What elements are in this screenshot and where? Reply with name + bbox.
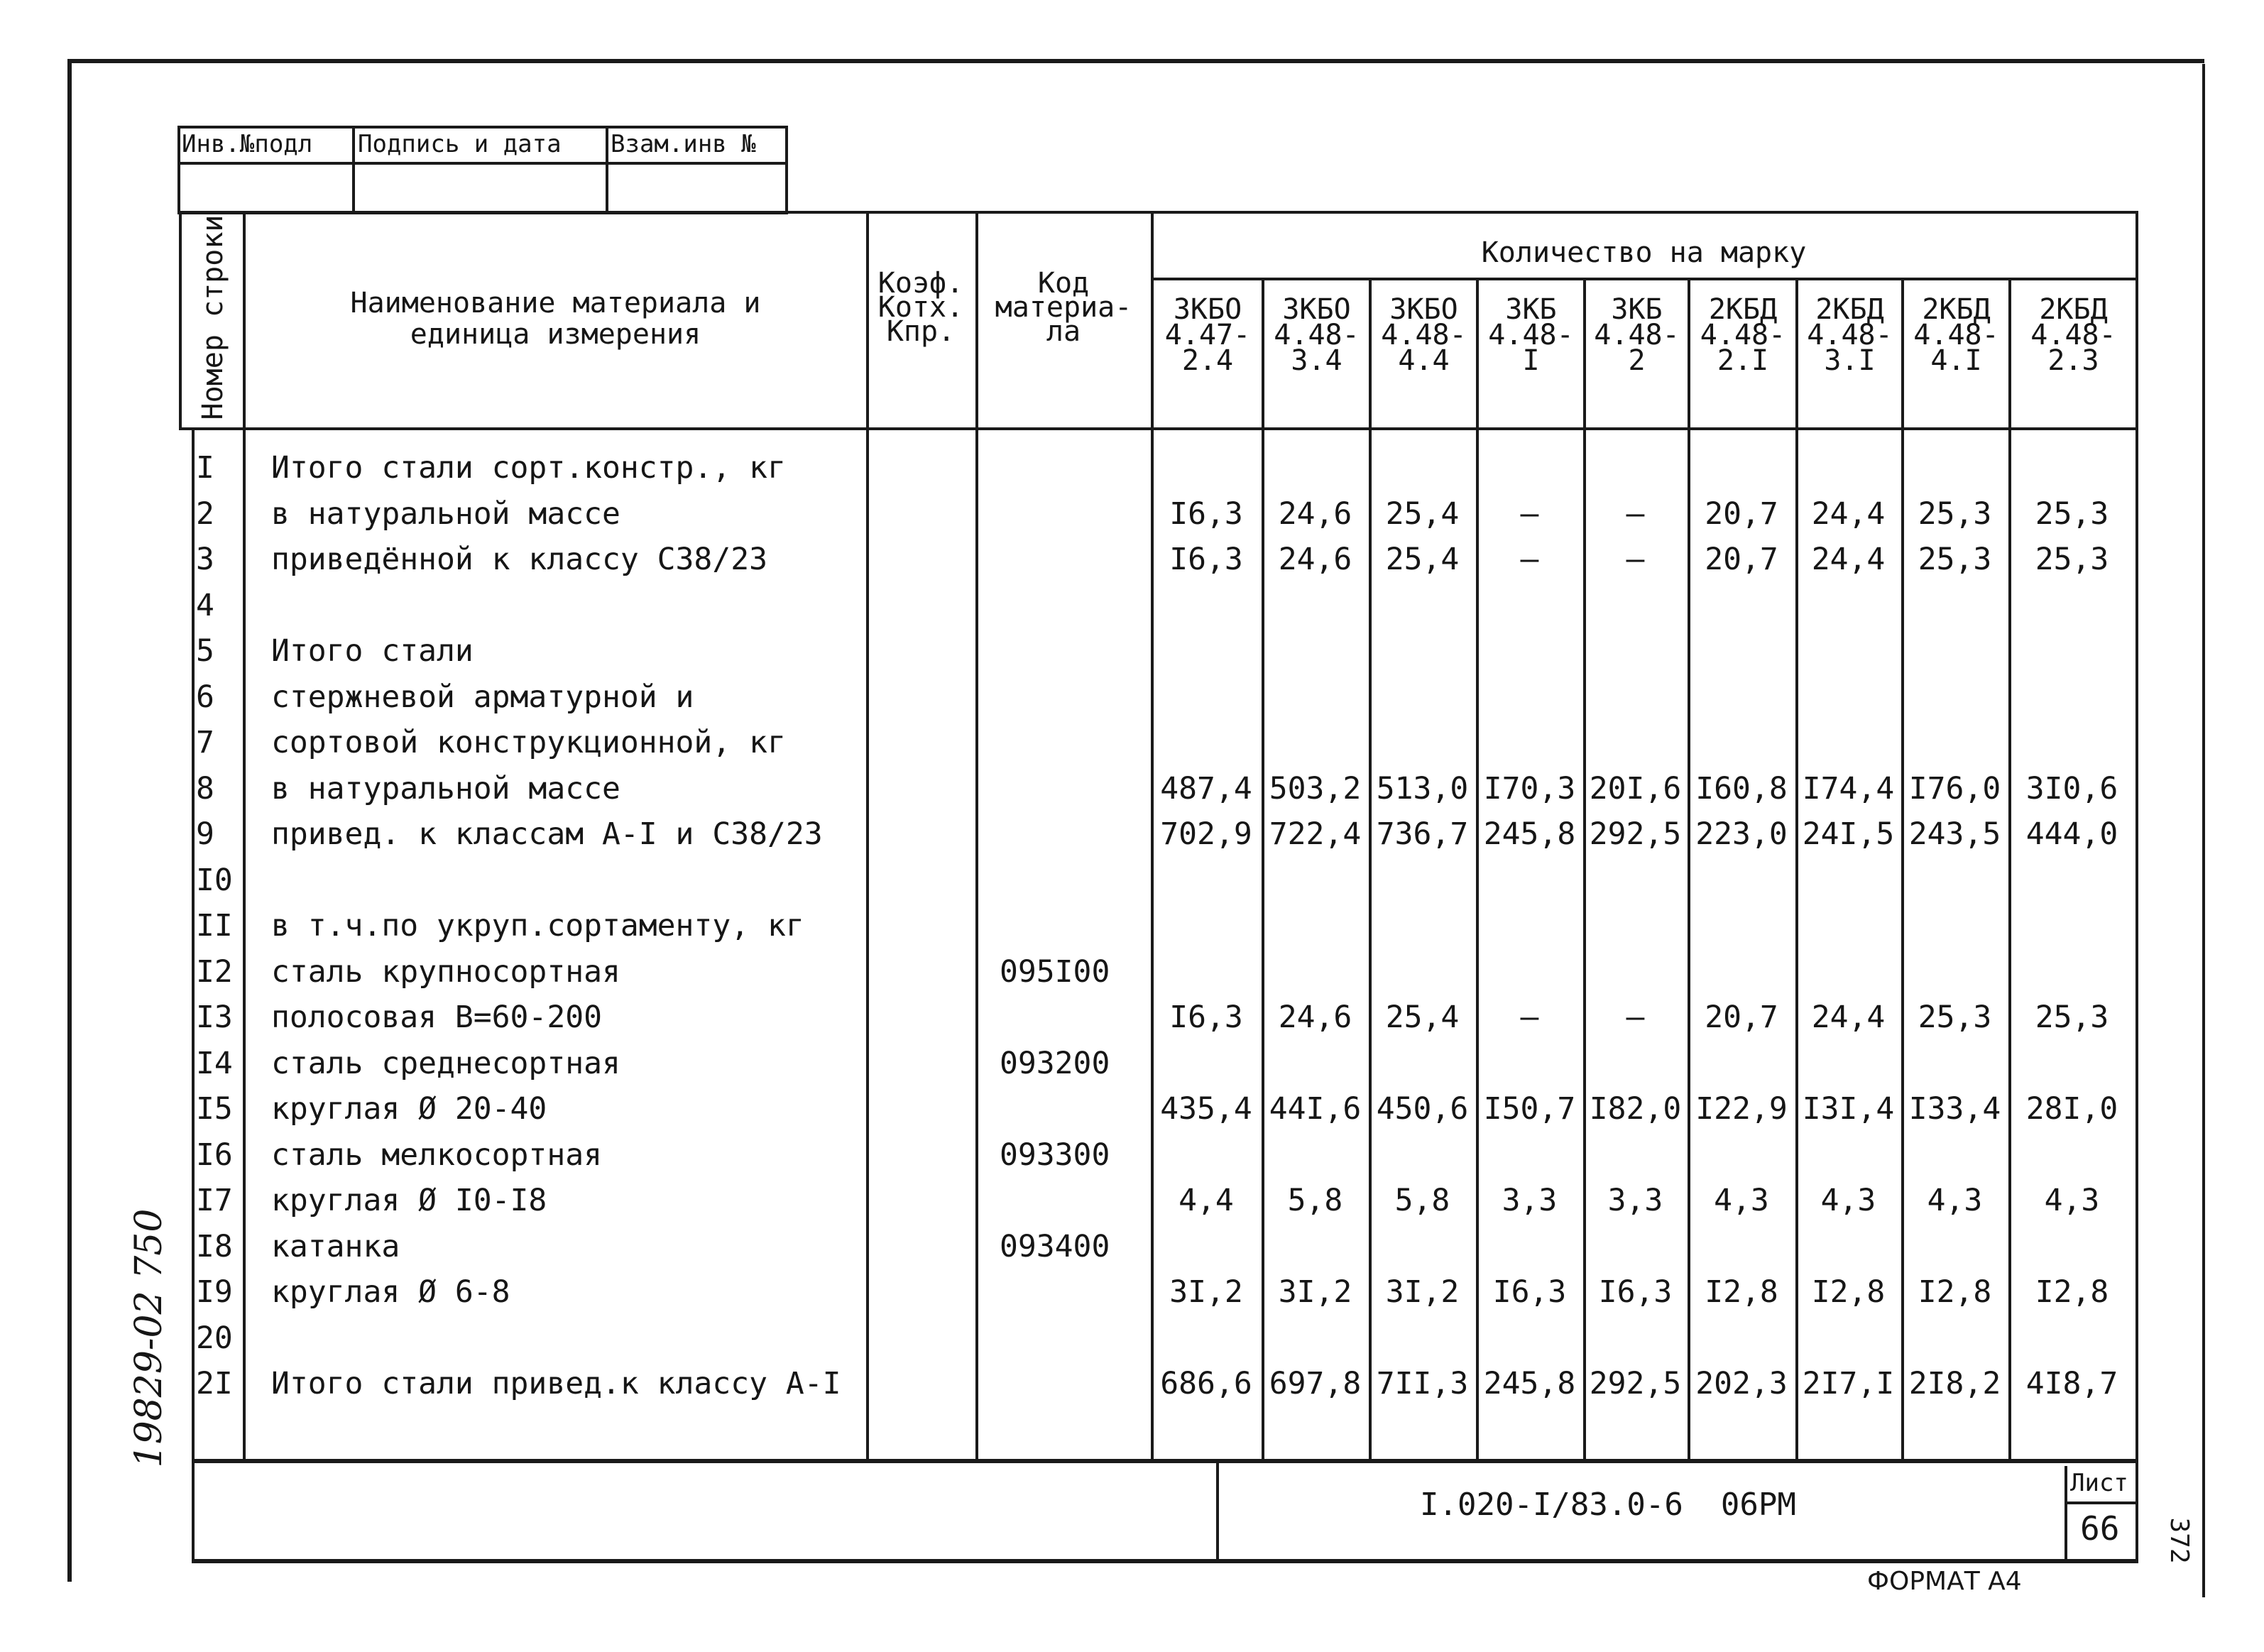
- stamp-inv-label: Инв.№подл: [182, 130, 313, 158]
- quantity-cell: 24,4: [1811, 542, 1886, 577]
- quantity-cell: 3I0,6: [2025, 771, 2118, 806]
- row-number: 2I: [196, 1366, 233, 1401]
- quantity-cell: 4,3: [1820, 1183, 1876, 1218]
- row-material-name: сортовой конструкционной, кг: [271, 725, 786, 760]
- quantity-cell: 435,4: [1160, 1091, 1252, 1127]
- column-header-2: 3КБО 4.48- 3.4: [1274, 293, 1360, 377]
- column-header-9: 2КБД 4.48- 2.3: [2030, 293, 2116, 377]
- row-number: 7: [196, 725, 214, 760]
- quantity-cell: 25,3: [2035, 496, 2109, 532]
- quantity-cell: 245,8: [1483, 1366, 1576, 1401]
- row-number: 5: [196, 633, 214, 669]
- quantity-cell: 450,6: [1376, 1091, 1469, 1127]
- row-material-name: сталь мелкосортная: [271, 1137, 602, 1173]
- row-number: 3: [196, 542, 214, 577]
- column-header-7: 2КБД 4.48- 3.I: [1807, 293, 1893, 377]
- quantity-cell: 24,6: [1278, 542, 1352, 577]
- quantity-cell: 4,4: [1179, 1183, 1234, 1218]
- row-material-name: Итого стали: [271, 633, 474, 669]
- quantity-cell: 24,4: [1811, 496, 1886, 532]
- quantity-cell: 292,5: [1589, 816, 1682, 852]
- row-material-name: Итого стали привед.к классу А-I: [271, 1366, 841, 1401]
- quantity-cell: 20,7: [1705, 496, 1778, 532]
- quantity-cell: 702,9: [1160, 816, 1252, 852]
- quantity-cell: I33,4: [1908, 1091, 2001, 1127]
- frame-left: [67, 59, 72, 1582]
- quantity-cell: 24,6: [1278, 1000, 1352, 1035]
- frame-right: [2202, 64, 2205, 1597]
- quantity-cell: –: [1520, 542, 1539, 577]
- quantity-cell: 25,3: [2035, 1000, 2109, 1035]
- column-header-4: 3КБ 4.48- I: [1488, 293, 1574, 377]
- header-quantity: Количество на марку: [1481, 236, 1807, 269]
- margin-handwritten-note: 19829-02 750: [128, 1208, 170, 1468]
- quantity-cell: –: [1626, 496, 1645, 532]
- quantity-cell: 25,3: [1918, 1000, 1992, 1035]
- quantity-cell: 20,7: [1705, 542, 1778, 577]
- quantity-cell: 25,3: [1918, 542, 1992, 577]
- quantity-cell: 4,3: [2044, 1183, 2100, 1218]
- row-number: I2: [196, 954, 233, 990]
- quantity-cell: I2,8: [2035, 1274, 2109, 1310]
- row-number: I: [196, 450, 214, 486]
- row-material-name: круглая Ø I0-I8: [271, 1183, 547, 1218]
- quantity-cell: I6,3: [1598, 1274, 1673, 1310]
- quantity-cell: 3,3: [1607, 1183, 1663, 1218]
- row-material-name: приведённой к классу С38/23: [271, 542, 767, 577]
- quantity-cell: I70,3: [1483, 771, 1576, 806]
- quantity-cell: 4,3: [1927, 1183, 1983, 1218]
- stamp-sign-label: Подпись и дата: [358, 130, 562, 158]
- row-number: 8: [196, 771, 214, 806]
- row-number: I9: [196, 1274, 233, 1310]
- quantity-cell: –: [1520, 496, 1539, 532]
- quantity-cell: I2,8: [1918, 1274, 1992, 1310]
- column-header-8: 2КБД 4.48- 4.I: [1913, 293, 1999, 377]
- quantity-cell: 5,8: [1394, 1183, 1450, 1218]
- row-number: II: [196, 908, 233, 943]
- quantity-cell: 697,8: [1269, 1366, 1362, 1401]
- quantity-cell: 245,8: [1483, 816, 1576, 852]
- quantity-cell: I6,3: [1492, 1274, 1567, 1310]
- sheet-number: 66: [2080, 1509, 2120, 1548]
- column-header-5: 3КБ 4.48- 2: [1594, 293, 1680, 377]
- row-material-code: 093300: [1000, 1137, 1110, 1173]
- row-material-name: полосовая В=60-200: [271, 1000, 602, 1035]
- quantity-cell: 24,6: [1278, 496, 1352, 532]
- quantity-cell: I6,3: [1169, 496, 1243, 532]
- quantity-cell: 7II,3: [1376, 1366, 1469, 1401]
- header-coefficient: Коэф. Котх. Кпр.: [877, 267, 964, 348]
- row-material-name: круглая Ø 6-8: [271, 1274, 510, 1310]
- row-material-code: 093200: [1000, 1046, 1110, 1081]
- row-number: 9: [196, 816, 214, 852]
- row-material-name: Итого стали сорт.констр., кг: [271, 450, 786, 486]
- quantity-cell: I50,7: [1483, 1091, 1576, 1127]
- quantity-cell: 3,3: [1502, 1183, 1558, 1218]
- quantity-cell: 736,7: [1376, 816, 1469, 852]
- quantity-cell: 503,2: [1269, 771, 1362, 806]
- quantity-cell: 20I,6: [1589, 771, 1682, 806]
- quantity-cell: 243,5: [1908, 816, 2001, 852]
- row-number: I3: [196, 1000, 233, 1035]
- column-header-6: 2КБД 4.48- 2.I: [1700, 293, 1786, 377]
- quantity-cell: 4I8,7: [2025, 1366, 2118, 1401]
- row-number: 6: [196, 679, 214, 715]
- row-number: I4: [196, 1046, 233, 1081]
- quantity-cell: 3I,2: [1169, 1274, 1243, 1310]
- quantity-cell: 24I,5: [1802, 816, 1895, 852]
- row-material-name: в натуральной массе: [271, 771, 620, 806]
- quantity-cell: I2,8: [1705, 1274, 1778, 1310]
- row-material-name: в т.ч.по укруп.сортаменту, кг: [271, 908, 804, 943]
- row-material-name: катанка: [271, 1229, 400, 1264]
- quantity-cell: 24,4: [1811, 1000, 1886, 1035]
- row-material-name: сталь среднесортная: [271, 1046, 620, 1081]
- row-material-name: в натуральной массе: [271, 496, 620, 532]
- quantity-cell: 4,3: [1714, 1183, 1769, 1218]
- row-material-name: привед. к классам А-I и С38/23: [271, 816, 823, 852]
- quantity-cell: 444,0: [2025, 816, 2118, 852]
- format-label: ФОРМАТ А4: [1867, 1567, 2022, 1596]
- quantity-cell: I6,3: [1169, 1000, 1243, 1035]
- row-number: I5: [196, 1091, 233, 1127]
- quantity-cell: 3I,2: [1385, 1274, 1460, 1310]
- quantity-cell: I22,9: [1695, 1091, 1788, 1127]
- quantity-cell: I2,8: [1811, 1274, 1886, 1310]
- row-number: 20: [196, 1320, 233, 1356]
- row-number: 2: [196, 496, 214, 532]
- row-number: I6: [196, 1137, 233, 1173]
- quantity-cell: I74,4: [1802, 771, 1895, 806]
- quantity-cell: 25,3: [2035, 542, 2109, 577]
- row-material-name: сталь крупносортная: [271, 954, 620, 990]
- quantity-cell: –: [1626, 1000, 1645, 1035]
- quantity-cell: 44I,6: [1269, 1091, 1362, 1127]
- quantity-cell: 223,0: [1695, 816, 1788, 852]
- quantity-cell: 487,4: [1160, 771, 1252, 806]
- quantity-cell: 25,4: [1385, 542, 1460, 577]
- quantity-cell: 28I,0: [2025, 1091, 2118, 1127]
- document-code: I.020-I/83.0-6 06РМ: [1420, 1487, 1796, 1523]
- quantity-cell: I3I,4: [1802, 1091, 1895, 1127]
- quantity-cell: 3I,2: [1278, 1274, 1352, 1310]
- column-header-3: 3КБО 4.48- 4.4: [1381, 293, 1467, 377]
- quantity-cell: 25,3: [1918, 496, 1992, 532]
- quantity-cell: 2I8,2: [1908, 1366, 2001, 1401]
- quantity-cell: –: [1626, 542, 1645, 577]
- quantity-cell: 20,7: [1705, 1000, 1778, 1035]
- header-row-number: Номер строки: [197, 214, 229, 420]
- quantity-cell: 722,4: [1269, 816, 1362, 852]
- quantity-cell: I60,8: [1695, 771, 1788, 806]
- row-material-code: 093400: [1000, 1229, 1110, 1264]
- column-header-1: 3КБО 4.47- 2.4: [1164, 293, 1251, 377]
- quantity-cell: 202,3: [1695, 1366, 1788, 1401]
- row-material-name: стержневой арматурной и: [271, 679, 694, 715]
- row-number: I0: [196, 863, 233, 898]
- row-number: 4: [196, 588, 214, 623]
- quantity-cell: 686,6: [1160, 1366, 1252, 1401]
- header-material-code: Код материа- ла: [995, 267, 1132, 348]
- frame-top: [67, 59, 2204, 63]
- row-material-name: круглая Ø 20-40: [271, 1091, 547, 1127]
- side-page-number: 372: [2165, 1517, 2194, 1564]
- stamp-replace-label: Взам.инв №: [611, 130, 756, 158]
- quantity-cell: –: [1520, 1000, 1539, 1035]
- quantity-cell: 2I7,I: [1802, 1366, 1895, 1401]
- quantity-cell: 25,4: [1385, 496, 1460, 532]
- quantity-cell: 513,0: [1376, 771, 1469, 806]
- quantity-cell: 25,4: [1385, 1000, 1460, 1035]
- quantity-cell: I6,3: [1169, 542, 1243, 577]
- row-number: I8: [196, 1229, 233, 1264]
- quantity-cell: I76,0: [1908, 771, 2001, 806]
- quantity-cell: 292,5: [1589, 1366, 1682, 1401]
- sheet-label: Лист: [2070, 1469, 2128, 1497]
- quantity-cell: 5,8: [1287, 1183, 1343, 1218]
- header-material-name: Наименование материала и единица измерения: [350, 287, 761, 351]
- row-material-code: 095I00: [1000, 954, 1110, 990]
- row-number: I7: [196, 1183, 233, 1218]
- quantity-cell: I82,0: [1589, 1091, 1682, 1127]
